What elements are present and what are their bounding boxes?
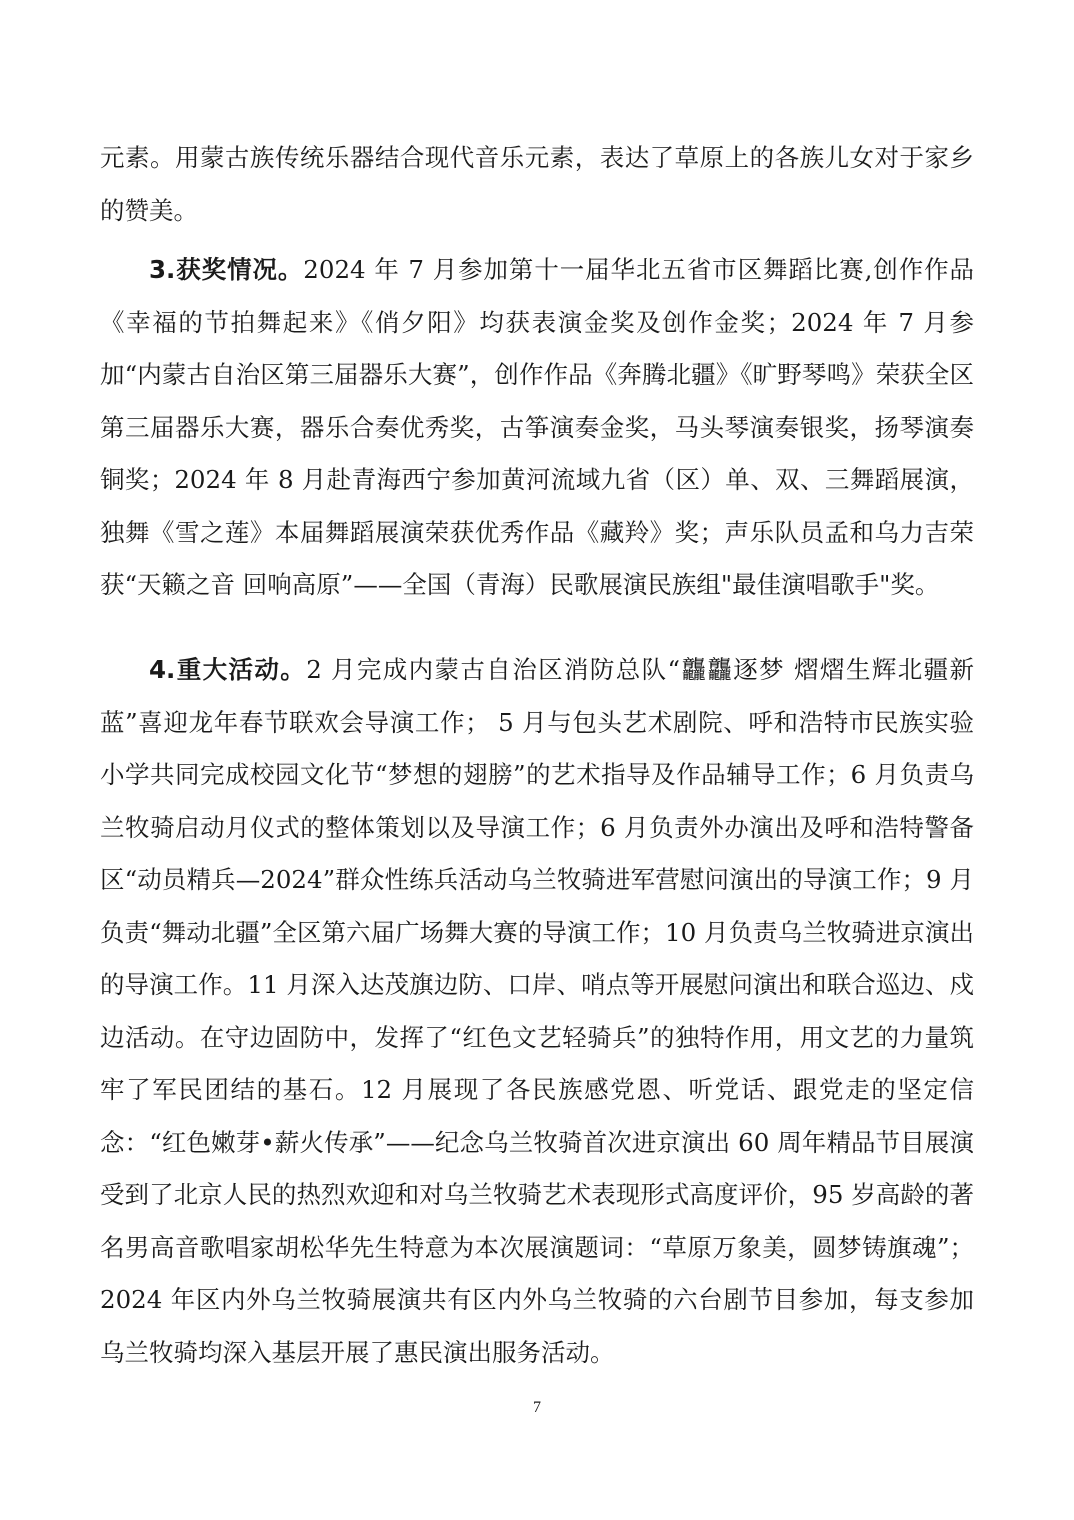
awards-body: 2024 年 7 月参加第十一届华北五省市区舞蹈比赛,创作作品《幸福的节拍舞起来》《俏夕阳》均获表演金奖及创作金奖；2024 年 7 月参加“内蒙古自治区第三届器乐大赛”，创作作品《奔腾北疆》《旷野琴鸣》荣获全区第三届器乐大赛，器乐合奏优秀奖，古筝演奏金奖，马头琴演奏银奖，扬琴演奏铜奖；2024 年 8 月赴青海西宁参加黄河流域九省（区）单、双、三舞蹈展演，独舞《雪之莲》本届舞蹈展演荣获优秀作品《藏羚》奖；声乐队员孟和乌力吉荣获“天籁之音 回响高原”——全国（青海）民歌展演民族组"最佳演唱歌手"奖。	[100, 255, 975, 599]
activities-body: 2 月完成内蒙古自治区消防总队“龘龘逐梦 熠熠生辉北疆新蓝”喜迎龙年春节联欢会导演工作； 5 月与包头艺术剧院、呼和浩特市民族实验小学共同完成校园文化节“梦想的翅膀”的艺术指导及作品辅导工作；6 月负责乌兰牧骑启动月仪式的整体策划以及导演工作；6 月负责外办演出及呼和浩特警备区“动员精兵—2024”群众性练兵活动乌兰牧骑进军营慰问演出的导演工作；9 月负责“舞动北疆”全区第六届广场舞大赛的导演工作；10 月负责乌兰牧骑进京演出的导演工作。11 月深入达茂旗边防、口岸、哨点等开展慰问演出和联合巡边、戍边活动。在守边固防中，发挥了“红色文艺轻骑兵”的独特作用，用文艺的力量筑牢了军民团结的基石。12 月展现了各民族感党恩、听党话、跟党走的坚定信念：“红色嫩芽•薪火传承”——纪念乌兰牧骑首次进京演出 60 周年精品节目展演受到了北京人民的热烈欢迎和对乌兰牧骑艺术表现形式高度评价，95 岁高龄的著名男高音歌唱家胡松华先生特意为本次展演题词：“草原万象美，圆梦铸旗魂”；2024 年区内外乌兰牧骑展演共有区内外乌兰牧骑的六台剧节目参加，每支参加乌兰牧骑均深入基层开展了惠民演出服务活动。	[100, 655, 975, 1367]
page-number: 7	[533, 1399, 541, 1416]
activities-heading: 4.重大活动。	[149, 655, 307, 684]
awards-heading: 3.获奖情况。	[149, 255, 304, 284]
paragraph-intro: 元素。用蒙古族传统乐器结合现代音乐元素，表达了草原上的各族儿女对于家乡的赞美。	[100, 143, 974, 225]
paragraph-activities	[100, 644, 974, 1379]
paragraph-awards	[100, 244, 974, 612]
